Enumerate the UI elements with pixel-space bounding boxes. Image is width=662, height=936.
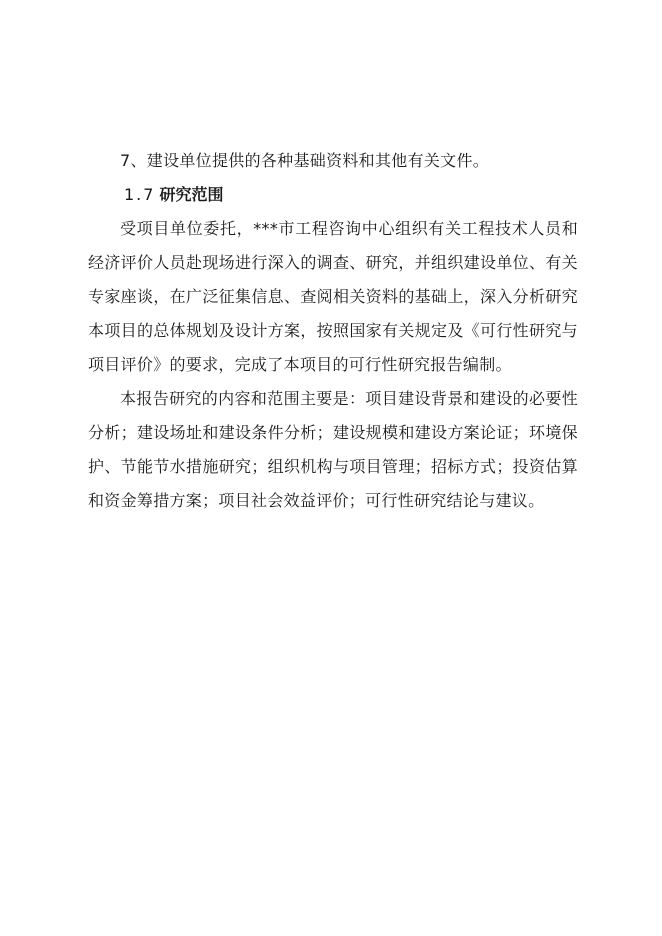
document-body [88,144,578,518]
section-heading [88,178,578,212]
section-title: 研究范围 [159,185,224,204]
paragraph-scope: 本报告研究的内容和范围主要是：项目建设背景和建设的必要性分析；建设场址和建设条件分析；建设规模和建设方案论证；环境保护、节能节水措施研究；组织机构与项目管理；招标方式；投资估算和资金筹措方案；项目社会效益评价；可行性研究结论与建议。 [88,389,578,510]
section-number: 1.7 [124,185,156,204]
list-item-7: 7、建设单位提供的各种基础资料和其他有关文件。 [120,151,490,170]
paragraph-commission: 受项目单位委托，***市工程咨询中心组织有关工程技术人员和经济评价人员赴现场进行深入的调查、研究，并组织建设单位、有关专家座谈，在广泛征集信息、查阅相关资料的基础上，深入分析研究本项目的总体规划及设计方案，按照国家有关规定及《可行性研究与项目评价》的要求，完成了本项目的可行性研究报告编制。 [88,219,578,374]
